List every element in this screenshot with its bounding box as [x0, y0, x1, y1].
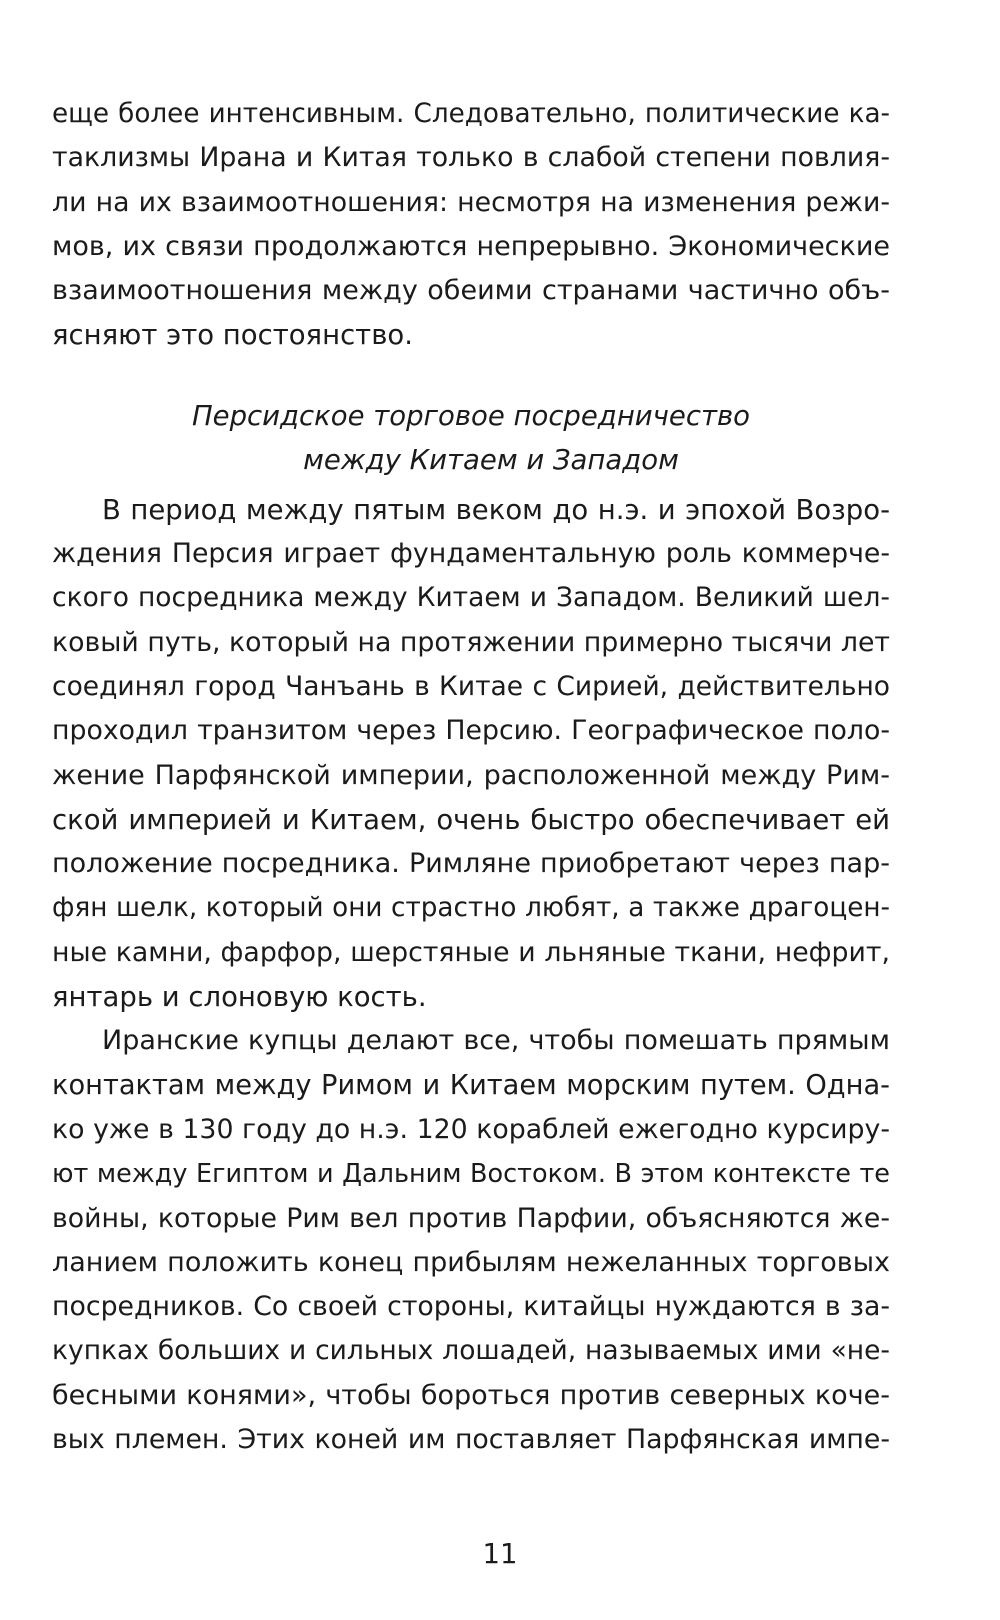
text-line: ли на их взаимоотношения: несмотря на изменения режи-	[52, 186, 890, 218]
text-line: ковый путь, который на протяжении примерно тысячи лет	[52, 626, 890, 658]
text-line: ланием положить конец прибылям нежеланных торговых	[52, 1246, 890, 1278]
text-line: контактам между Римом и Китаем морским путем. Одна-	[52, 1069, 890, 1101]
text-line: бесными конями», чтобы бороться против северных коче-	[52, 1379, 890, 1411]
section-heading-line: Персидское торговое посредничество	[191, 399, 751, 432]
section-heading	[52, 394, 890, 482]
text-line: ждения Персия играет фундаментальную роль коммерче-	[52, 538, 890, 570]
text-line: жение Парфянской империи, расположенной между Рим-	[52, 759, 890, 791]
text-line: ют между Египтом и Дальним Востоком. В этом контексте те	[52, 1159, 890, 1190]
text-line: ского посредника между Китаем и Западом. Великий шел-	[52, 582, 890, 614]
text-line: взаимоотношения между обеими странами частично объ-	[52, 275, 890, 307]
text-line: соединял город Чанъань в Китае с Сирией, действительно	[52, 670, 890, 702]
text-line: ясняют это постоянство.	[52, 319, 413, 352]
text-line: ные камни, фарфор, шерстяные и льняные ткани, нефрит,	[52, 936, 890, 968]
text-line: фян шелк, который они страстно любят, а также драгоцен-	[52, 893, 890, 924]
text-line: войны, которые Рим вел против Парфии, объясняются же-	[52, 1202, 890, 1234]
book-page	[52, 92, 890, 1462]
text-line: мов, их связи продолжаются непрерывно. Экономические	[52, 230, 890, 262]
text-line: еще более интенсивным. Следовательно, политические ка-	[52, 99, 890, 129]
text-line: В период между пятым веком до н.э. и эпохой Возро-	[102, 493, 890, 526]
paragraph-intro	[52, 92, 890, 358]
text-line: таклизмы Ирана и Китая только в слабой степени повлия-	[52, 142, 890, 174]
text-line: купках больших и сильных лошадей, называемых ими «не-	[52, 1335, 890, 1367]
page-number: 11	[482, 1538, 518, 1570]
paragraph-2	[52, 1019, 890, 1462]
text-line: положение посредника. Римляне приобретают через пар-	[52, 848, 890, 880]
text-line: ко уже в 130 году до н.э. 120 кораблей ежегодно курсиру-	[52, 1113, 890, 1145]
text-line: посредников. Со своей стороны, китайцы нуждаются в за-	[52, 1291, 890, 1323]
paragraph-1	[52, 488, 890, 1020]
text-line: вых племен. Этих коней им поставляет Парфянская импе-	[52, 1424, 890, 1456]
section-heading-line: между Китаем и Западом	[303, 443, 679, 476]
text-line: янтарь и слоновую кость.	[52, 981, 427, 1014]
text-line: проходил транзитом через Персию. Географическое поло-	[52, 715, 890, 747]
text-line: ской империей и Китаем, очень быстро обеспечивает ей	[52, 803, 890, 836]
text-line: Иранские купцы делают все, чтобы помешать прямым	[102, 1025, 890, 1057]
